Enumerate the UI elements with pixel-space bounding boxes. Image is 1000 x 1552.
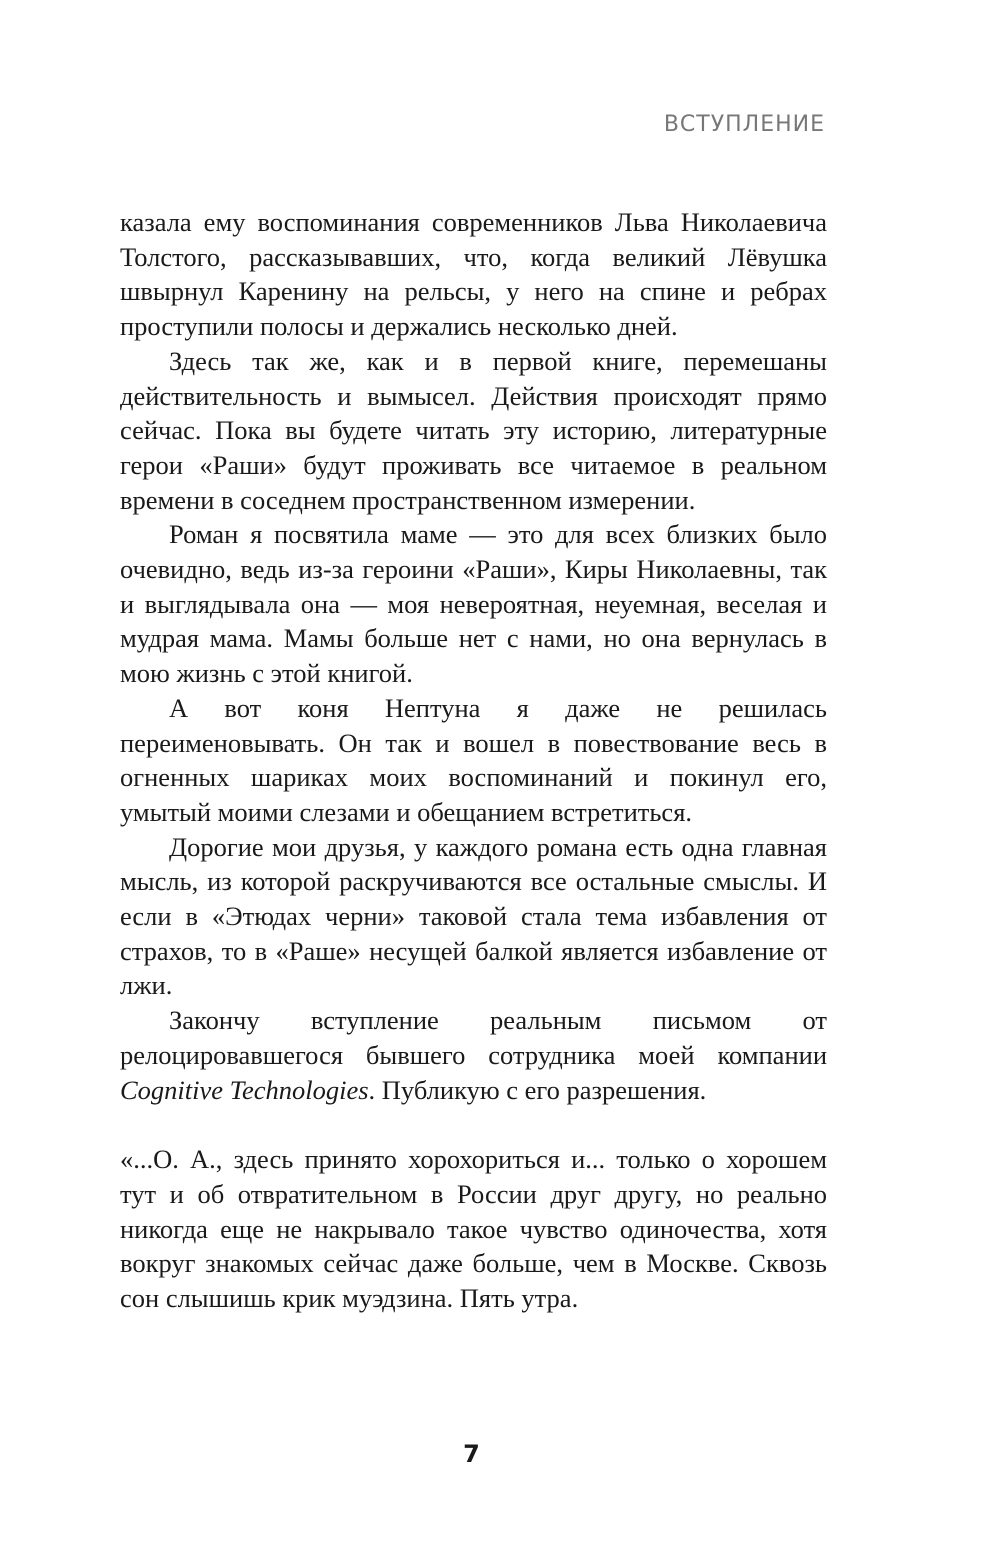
paragraph: казала ему воспоминания современников Льва Николаевича Толстого, рассказывавших, что, когда великий Лёвушка швырнул Каренину на рельсы, у него на спине и ребрах проступили полосы и держались несколько дней. — [120, 207, 827, 342]
paragraph: А вот коня Нептуна я даже не решилась переименовывать. Он так и вошел в повествование весь в огненных шариках моих воспоминаний и покинул его, умытый моими слезами и обещанием встретиться. — [120, 692, 827, 827]
paragraph: Здесь так же, как и в первой книге, перемешаны действительность и вымысел. Действия происходят прямо сейчас. Пока вы будете читать эту историю, литературные герои «Раши» будут проживать все читаемое в реальном времени в соседнем пространственном измерении. — [120, 345, 827, 515]
closing-text-after: . Публикую с его разрешения. — [368, 1074, 707, 1105]
page-number: 7 — [463, 1440, 480, 1468]
company-name: Cognitive Technologies — [120, 1074, 369, 1105]
running-header: ВСТУПЛЕНИЕ — [663, 112, 825, 137]
paragraph: Роман я посвятила маме — это для всех близких было очевидно, ведь из-за героини «Раши», Киры Николаевны, так и выглядывала она — моя невероятная, неуемная, веселая и мудрая мама. Мамы больше нет с нами, но она вернулась в мою жизнь с этой книгой. — [120, 519, 827, 689]
letter-quote: «...О. А., здесь принято хорохориться и... только о хорошем тут и об отвратительном в России друг другу, но реально никогда еще не накрывало такое чувство одиночества, хотя вокруг знакомых сейчас даже больше, чем в Москве. Сквозь сон слышишь крик муэдзина. Пять утра. — [120, 1144, 827, 1314]
closing-paragraph — [120, 1003, 827, 1107]
paragraph: Дорогие мои друзья, у каждого романа есть одна главная мысль, из которой раскручиваются все остальные смыслы. И если в «Этюдах черни» таковой стала тема избавления от страхов, то в «Раше» несущей балкой является избавление от лжи. — [120, 831, 827, 1001]
closing-text-before: Закончу вступление реальным письмом от релоцировавшегося бывшего сотрудника моей компании — [120, 1005, 827, 1070]
body-text — [120, 205, 827, 1316]
